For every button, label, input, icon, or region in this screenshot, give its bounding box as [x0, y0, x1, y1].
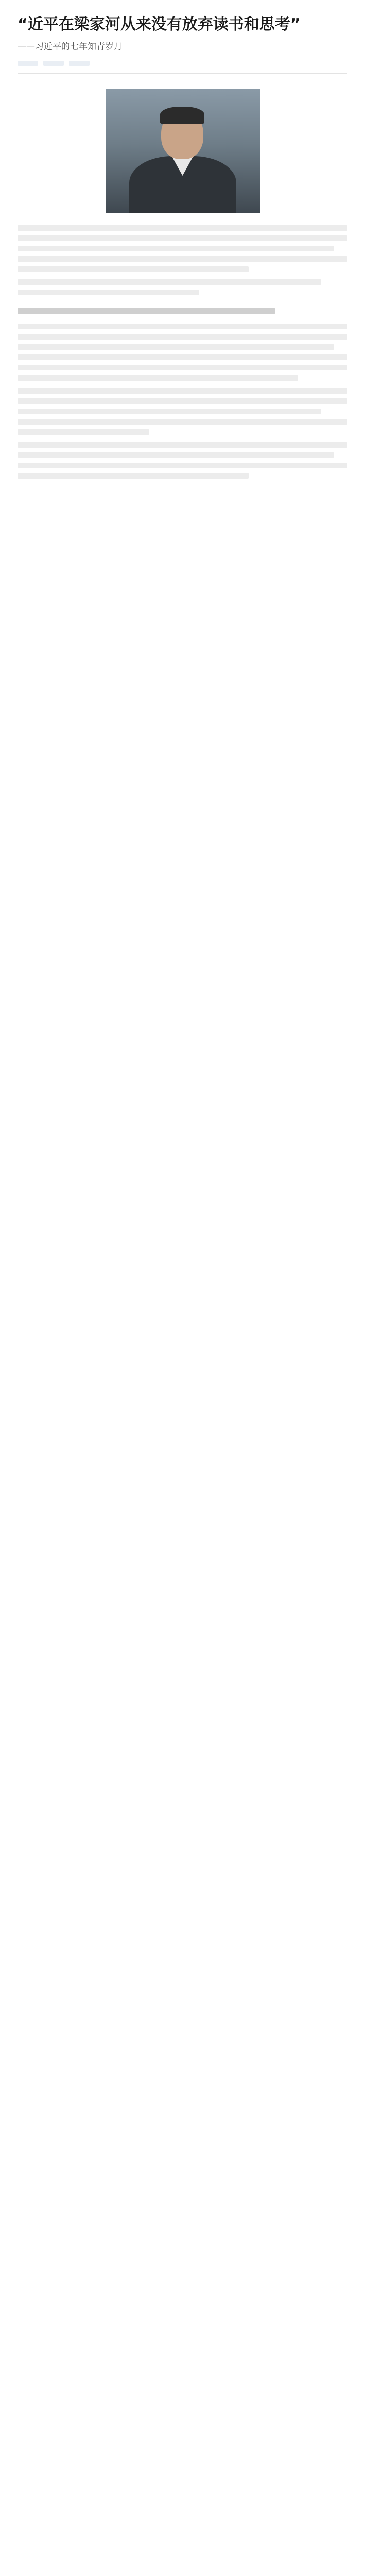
section-heading-placeholder: [18, 308, 275, 314]
paragraph-placeholder: [18, 279, 347, 295]
meta-placeholder: [69, 61, 90, 66]
paragraph-placeholder: [18, 324, 347, 381]
article-body: [18, 225, 347, 479]
paragraph-placeholder: [18, 388, 347, 435]
article-title: “近平在梁家河从来没有放弃读书和思考”: [18, 15, 301, 33]
article-meta-bar: [18, 61, 347, 74]
article-subtitle: ——习近平的七年知青岁月: [18, 42, 123, 52]
meta-placeholder: [43, 61, 64, 66]
photo-container: [18, 89, 347, 213]
portrait-photo: [106, 89, 260, 213]
paragraph-placeholder: [18, 225, 347, 272]
paragraph-placeholder: [18, 442, 347, 479]
photo-figure-hair: [160, 107, 204, 124]
meta-placeholder: [18, 61, 38, 66]
